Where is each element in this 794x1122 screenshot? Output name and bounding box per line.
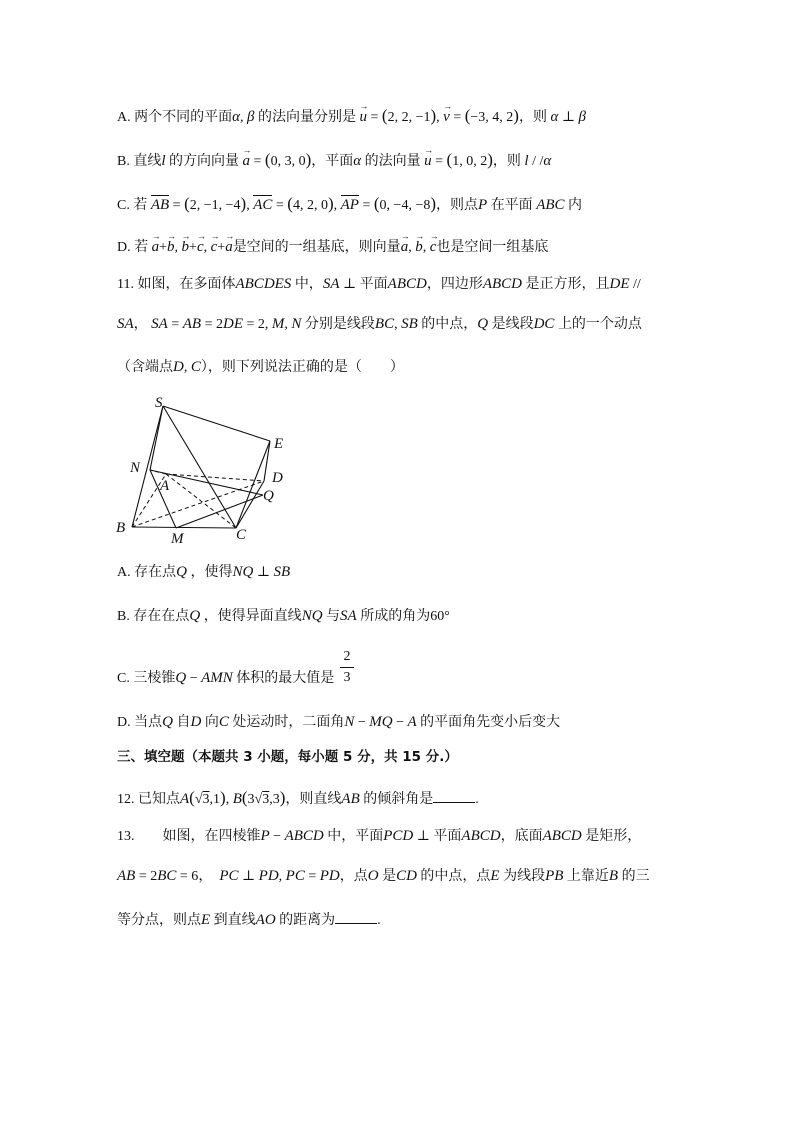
q11-text: 平面 <box>359 277 388 292</box>
option-b-text2: ，平面 <box>311 154 354 169</box>
polyhedron-figure <box>110 392 310 552</box>
option-d: D. 若 → a+→ b, → b+→ c, → c+→ a是空间的一组基底，则向量→ a, → b, → c也是空间一组基底 <box>117 237 548 258</box>
option-b: B. 直线l 的方向向量 → a = (0, 3, 0)，平面α 的法向量 → u = (1, 0, 2)，则 l / /α <box>117 150 551 172</box>
q11-option-c: C. 三棱锥Q − AMN 体积的最大值是 <box>117 670 335 686</box>
option-d-text1: 是空间的一组基底，则向量 <box>232 240 401 255</box>
option-c-text3: 内 <box>568 198 583 213</box>
q13-text: 等分点，则点 <box>117 913 201 928</box>
q11-text: 是正方形，且 <box>525 277 610 292</box>
option-a-text2: ，则 <box>518 110 547 125</box>
q11-line1: 11. 如图，在多面体ABCDES 中，SA ⊥ 平面ABCD，四边形ABCD 是正方形，且DE // <box>117 276 641 292</box>
fig-label-c: C <box>236 527 247 543</box>
q13-number: 13. <box>117 829 135 844</box>
fraction-numerator: 2 <box>343 649 351 664</box>
q13-text: 的距离为 <box>279 913 336 928</box>
q11-text: ），则下列说法正确的是（ ） <box>200 360 404 375</box>
q13-text: 是矩形， <box>585 829 642 844</box>
q13-text: 是 <box>382 869 397 884</box>
q11-text: ，四边形 <box>426 277 483 292</box>
q11-option-d-text: 自 <box>176 715 191 730</box>
q11-option-a-label: A. 存在点 <box>117 565 177 580</box>
q11-text: （含端点 <box>117 360 173 375</box>
q13-text: 如图，在四棱锥 <box>162 829 261 844</box>
option-a-text1: 的法向量分别是 <box>257 110 356 125</box>
q11-line2: SA， SA = AB = 2DE = 2, M, N 分别是线段BC, SB 的中点，Q 是线段DC 上的一个动点 <box>117 316 642 332</box>
fig-label-d: D <box>272 470 283 486</box>
q11-option-d-label: D. 当点 <box>117 715 163 730</box>
q11-text: 的中点， <box>421 317 478 332</box>
fig-label-a: A <box>160 478 170 494</box>
q13-line2: AB = 2BC = 6， PC ⊥ PD, PC = PD，点O 是CD 的中点，点E 为线段PB 上靠近B 的三 <box>117 868 650 884</box>
option-b-label: B. 直线 <box>117 154 162 169</box>
option-b-text3: 的法向量 <box>364 154 421 169</box>
q11-option-b: B. 存在在点Q ，使得异面直线NQ 与SA 所成的角为60° <box>117 608 450 624</box>
q13-text: ，点 <box>339 869 368 884</box>
q13-text: 的三 <box>621 869 650 884</box>
q13-text: 的中点，点 <box>420 869 491 884</box>
q12: 12. 已知点A(√3,1), B(3√3,3)，则直线AB 的倾斜角是 . <box>117 788 479 807</box>
option-c: C. 若 AB = (2, −1, −4), AC = (4, 2, 0), AP = (0, −4, −8)，则点P 在平面 ABC 内 <box>117 194 583 213</box>
q13-text: 中，平面 <box>327 829 384 844</box>
q11-option-a: A. 存在点Q ，使得NQ ⊥ SB <box>117 564 291 580</box>
q12-intro: 12. 已知点 <box>117 792 180 807</box>
fig-label-n: N <box>130 460 141 476</box>
option-c-label: C. 若 <box>117 198 148 213</box>
q13-text: 上靠近 <box>566 869 609 884</box>
fig-label-m: M <box>171 531 184 547</box>
option-d-text2: 也是空间一组基底 <box>436 240 549 255</box>
q11-option-d-text: 向 <box>204 715 219 730</box>
q11-option-c-text: 体积的最大值是 <box>236 671 335 686</box>
q13-text: . <box>377 913 381 928</box>
option-b-text4: ，则 <box>492 154 521 169</box>
q11-option-d-text: 处运动时，二面角 <box>232 715 345 730</box>
option-b-text1: 的方向向量 <box>169 154 240 169</box>
q13-line3: 等分点，则点E 到直线AO 的距离为 . <box>117 912 381 928</box>
fig-label-s: S <box>155 395 163 411</box>
q11-text: 中， <box>294 277 323 292</box>
q13-text: ，底面 <box>500 829 543 844</box>
answer-blank <box>335 923 377 924</box>
q13-text: 为线段 <box>503 869 546 884</box>
q13-text: 到直线 <box>213 913 256 928</box>
q13-text: 平面 <box>433 829 462 844</box>
q11-option-d: D. 当点Q 自D 向C 处运动时，二面角N − MQ − A 的平面角先变小后变大 <box>117 714 561 730</box>
q11-line3: （含端点D, C），则下列说法正确的是（ ） <box>117 359 404 375</box>
q11-intro: 11. 如图，在多面体 <box>117 277 236 292</box>
option-c-text2: 在平面 <box>490 198 533 213</box>
q11-option-b-text: ，使得异面直线 <box>203 609 302 624</box>
q12-text: ，则直线 <box>285 792 342 807</box>
q11-option-b-text: 与 <box>326 609 341 624</box>
q11-option-b-text: 所成的角为 <box>360 609 431 624</box>
option-a-label: A. 两个不同的平面 <box>117 110 233 125</box>
answer-blank <box>433 802 475 803</box>
q12-text: . <box>475 792 479 807</box>
fraction-denominator: 3 <box>343 670 351 685</box>
q11-text: 是线段 <box>491 317 534 332</box>
option-c-text1: ，则点 <box>436 198 479 213</box>
option-d-label: D. 若 <box>117 240 149 255</box>
q11-option-d-text: 的平面角先变小后变大 <box>420 715 561 730</box>
q11-option-a-text: ，使得 <box>190 565 233 580</box>
q11-option-b-label: B. 存在在点 <box>117 609 190 624</box>
q13-text: ， <box>198 869 213 884</box>
q11-text: 分别是线段 <box>304 317 375 332</box>
fig-label-q: Q <box>263 488 274 504</box>
fraction-two-thirds <box>340 648 354 687</box>
fig-label-e: E <box>274 436 284 452</box>
q13-line1: 13. 如图，在四棱锥P − ABCD 中，平面PCD ⊥ 平面ABCD，底面ABCD 是矩形， <box>117 828 642 844</box>
option-a: A. 两个不同的平面α, β 的法向量分别是 → u = (2, 2, −1), → v = (−3, 4, 2)，则 α ⊥ β <box>117 106 586 128</box>
q12-text: 的倾斜角是 <box>363 792 434 807</box>
section-3-heading: 三、填空题（本题共 3 小题，每小题 5 分，共 15 分.） <box>117 749 458 765</box>
fig-label-b: B <box>116 520 126 536</box>
q11-text: 上的一个动点 <box>557 317 642 332</box>
q11-option-c-label: C. 三棱锥 <box>117 671 176 686</box>
